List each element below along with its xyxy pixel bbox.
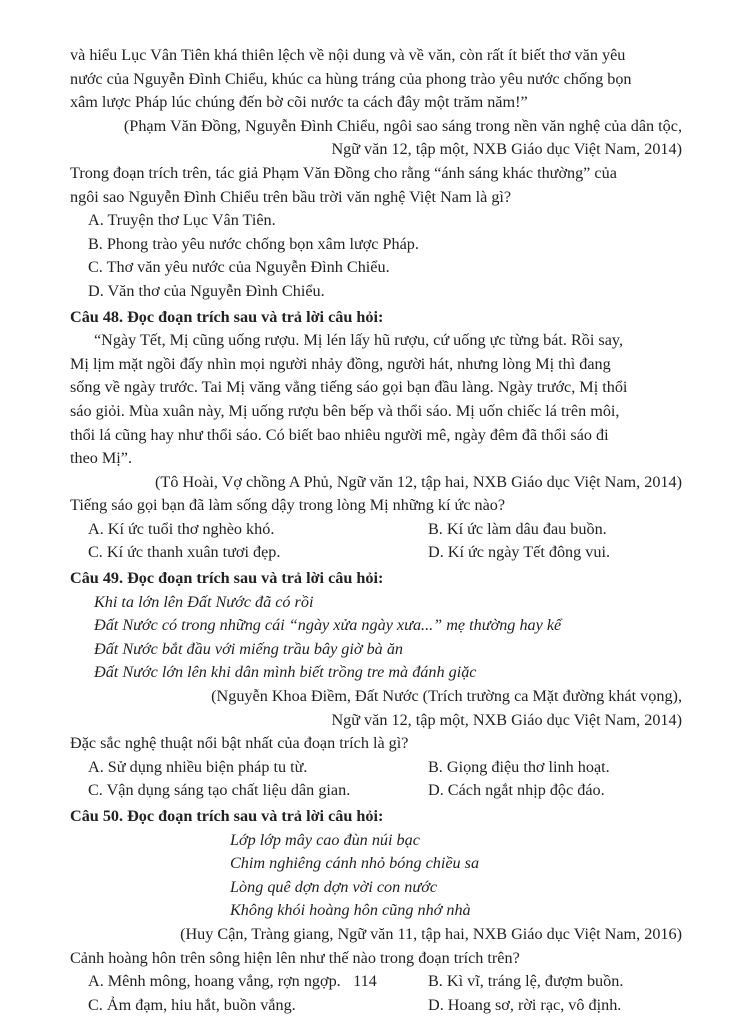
question-heading: Câu 49. Đọc đoạn trích sau và trả lời câu hỏi: [70,569,384,588]
option-b: B. Phong trào yêu nước chống bọn xâm lược Pháp. [88,234,419,253]
option-a: A. Truyện thơ Lục Vân Tiên. [88,211,276,230]
option-b: B. Kì vĩ, tráng lệ, đượm buồn. [428,972,624,991]
poem-line: Chim nghiêng cánh nhỏ bóng chiều sa [230,854,480,873]
option-c: C. Thơ văn yêu nước của Nguyễn Đình Chiểu. [88,258,390,277]
option-d: D. Văn thơ của Nguyễn Đình Chiểu. [88,281,325,300]
passage-line: Mị lịm mặt ngồi đấy nhìn mọi người nhảy đồng, người hát, nhưng lòng Mị thì đang [70,354,611,373]
passage-line: theo Mị”. [70,449,133,468]
question-heading: Câu 48. Đọc đoạn trích sau và trả lời câu hỏi: [70,307,384,326]
question-text: ngôi sao Nguyễn Đình Chiểu trên bầu trời văn nghệ Việt Nam là gì? [70,187,512,206]
page-number: 114 [353,973,377,990]
intro-line: xâm lược Pháp lúc chúng đến bờ cõi nước ta cách đây một trăm năm!” [70,93,528,112]
question-text: Trong đoạn trích trên, tác giả Phạm Văn Đồng cho rằng “ánh sáng khác thường” của [70,163,617,182]
options-row [70,756,682,780]
poem-line: Đất Nước lớn lên khi dân mình biết trồng tre mà đánh giặc [94,663,477,682]
option-c: C. Ảm đạm, hiu hắt, buồn vắng. [88,995,296,1014]
source-citation: Ngữ văn 12, tập một, NXB Giáo dục Việt Nam, 2014) [331,710,682,729]
options-row [70,994,682,1018]
passage-line: “Ngày Tết, Mị cũng uống rượu. Mị lén lấy hũ rượu, cứ uống ực từng bát. Rồi say, [94,331,623,350]
source-citation: (Huy Cận, Tràng giang, Ngữ văn 11, tập hai, NXB Giáo dục Việt Nam, 2016) [180,924,682,943]
option-d: D. Cách ngắt nhịp độc đáo. [428,781,605,800]
option-b: B. Kí ức làm dâu đau buồn. [428,519,607,538]
option-a: A. Mênh mông, hoang vắng, rợn ngợp. [88,972,341,991]
option-b: B. Giọng điệu thơ linh hoạt. [428,757,610,776]
poem-line: Không khói hoàng hôn cũng nhớ nhà [230,901,471,920]
poem-line: Đất Nước bắt đầu với miếng trầu bây giờ bà ăn [94,639,404,658]
question-text: Đặc sắc nghệ thuật nổi bật nhất của đoạn trích là gì? [70,734,409,753]
option-a: A. Sử dụng nhiều biện pháp tu từ. [88,757,308,776]
option-d: D. Kí ức ngày Tết đông vui. [428,543,611,562]
option-a: A. Kí ức tuổi thơ nghèo khó. [88,519,275,538]
passage-line: thổi lá cũng hay như thổi sáo. Có biết bao nhiêu người mê, ngày đêm đã thổi sáo đi [70,425,609,444]
source-citation: (Tô Hoài, Vợ chồng A Phủ, Ngữ văn 12, tập hai, NXB Giáo dục Việt Nam, 2014) [155,472,682,491]
poem-line: Lòng quê dợn dợn vời con nước [230,877,438,896]
passage-line: sống về ngày trước. Tai Mị văng vẳng tiếng sáo gọi bạn đầu làng. Ngày trước, Mị thổi [70,378,628,397]
source-citation: Ngữ văn 12, tập một, NXB Giáo dục Việt Nam, 2014) [331,140,682,159]
source-citation: (Nguyễn Khoa Điềm, Đất Nước (Trích trường ca Mặt đường khát vọng), [211,687,682,706]
option-d: D. Hoang sơ, rời rạc, vô định. [428,995,622,1014]
source-citation: (Phạm Văn Đồng, Nguyễn Đình Chiểu, ngôi sao sáng trong nền văn nghệ của dân tộc, [123,116,682,135]
poem-line: Đất Nước có trong những cái “ngày xửa ngày xưa...” mẹ thường hay kể [94,616,562,635]
poem-line: Khi ta lớn lên Đất Nước đã có rồi [94,592,314,611]
passage-line: sáo giỏi. Mùa xuân này, Mị uống rượu bên bếp và thổi sáo. Mị uốn chiếc lá trên môi, [70,401,620,420]
question-heading: Câu 50. Đọc đoạn trích sau và trả lời câu hỏi: [70,807,384,825]
poem-line: Lớp lớp mây cao đùn núi bạc [230,830,420,849]
intro-line: nước của Nguyễn Đình Chiểu, khúc ca hùng tráng của phong trào yêu nước chống bọn [70,69,632,88]
options-row [70,518,682,542]
question-text: Tiếng sáo gọi bạn đã làm sống dậy trong lòng Mị những kí ức nào? [70,496,506,515]
options-row [70,779,682,803]
intro-line: và hiểu Lục Vân Tiên khá thiên lệch về nội dung và về văn, còn rất ít biết thơ văn yêu [70,46,626,64]
option-c: C. Vận dụng sáng tạo chất liệu dân gian. [88,781,351,800]
question-text: Cảnh hoàng hôn trên sông hiện lên như thế nào trong đoạn trích trên? [70,948,520,967]
options-row [70,541,682,565]
option-c: C. Kí ức thanh xuân tươi đẹp. [88,543,281,562]
